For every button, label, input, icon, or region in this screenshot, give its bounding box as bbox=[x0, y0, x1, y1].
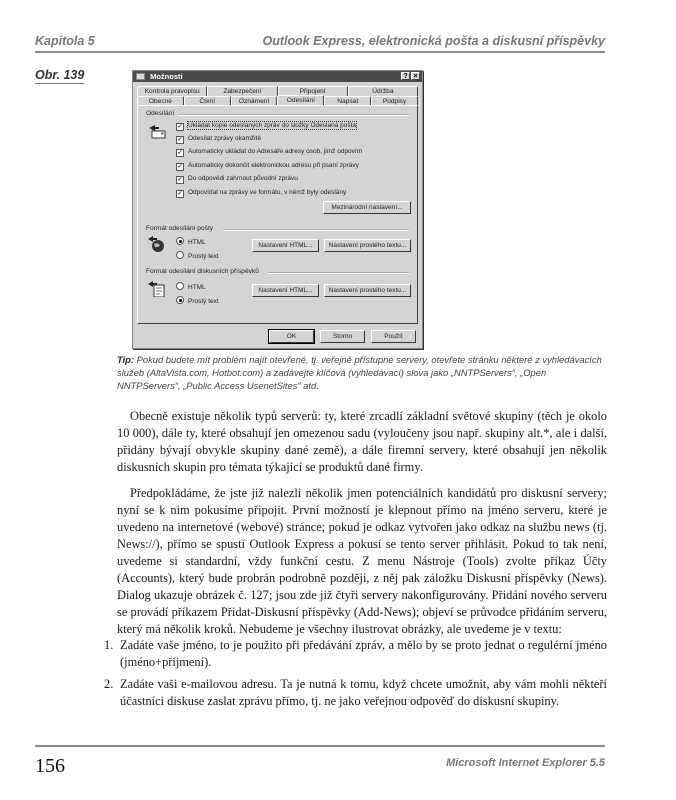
tab-receipts[interactable]: Oznámení bbox=[231, 96, 278, 106]
checkbox-checked-icon[interactable]: ✓ bbox=[177, 191, 183, 197]
figure-label: Obr. 139 bbox=[35, 68, 85, 82]
list-number: 1. bbox=[104, 638, 114, 652]
tip-label: Tip: bbox=[117, 354, 135, 365]
tab-maintenance[interactable]: Údržba bbox=[348, 86, 418, 96]
news-plain-settings-button[interactable]: Nastavení prostého textu... bbox=[324, 284, 411, 297]
globe-mail-icon bbox=[148, 236, 166, 252]
paragraph-server-types: Obecně existuje několik typů serverů: ty, které zrcadlí základní světové skupiny (těch je okolo 10 000), dále ty, které obsahují jen omezenou sadu (vyloučeny jsou např. skupiny alt.*, ale i další, přidány bývají obvykle skupiny dané země), a dále firemní servery, které obsahují jen několik diskusních skupin pro témata týkající se produktů dané firmy. bbox=[117, 409, 607, 474]
news-format-group-title: Formát odesílání diskusních příspěvků bbox=[146, 268, 259, 275]
radio-unselected-icon[interactable] bbox=[176, 251, 184, 259]
close-button[interactable]: × bbox=[411, 72, 420, 80]
radio-selected-icon[interactable] bbox=[176, 296, 184, 304]
checkbox-auto-add-address[interactable]: ✓ Automaticky ukládat do Adresáře adresy osob, jimž odpovím bbox=[177, 148, 363, 156]
checkbox-checked-icon[interactable]: ✓ bbox=[177, 177, 183, 183]
checkbox-include-original[interactable]: ✓ Do odpovědi zahrnout původní zprávu bbox=[177, 175, 298, 183]
list-text: Zadáte vaše jméno, to je použito při předávání zpráv, a mělo by se proto jednat o regulérní jméno (jméno+příjmení). bbox=[120, 638, 607, 669]
checkbox-checked-icon[interactable]: ✓ bbox=[177, 150, 183, 156]
radio-news-html[interactable]: HTML bbox=[176, 282, 206, 291]
book-title: Microsoft Internet Explorer 5.5 bbox=[446, 757, 605, 769]
checkbox-save-copies[interactable]: ✓ Ukládat kopie odeslaných zpráv do složky Odeslaná pošta bbox=[177, 122, 357, 130]
radio-unselected-icon[interactable] bbox=[176, 282, 184, 290]
sending-group-title: Odesílání bbox=[146, 110, 175, 117]
mail-plain-settings-button[interactable]: Nastavení prostého textu... bbox=[324, 239, 411, 252]
page-header bbox=[35, 34, 605, 53]
outlook-app-icon bbox=[136, 73, 145, 80]
radio-news-plain[interactable]: Prostý text bbox=[176, 296, 219, 305]
cancel-button[interactable]: Storno bbox=[320, 330, 365, 343]
radio-mail-plain[interactable]: Prostý text bbox=[176, 251, 219, 260]
tab-signatures[interactable]: Podpisy bbox=[371, 96, 418, 106]
send-tab-panel bbox=[137, 105, 418, 324]
page-number: 156 bbox=[35, 755, 65, 777]
tip-note bbox=[117, 353, 607, 392]
tab-send[interactable]: Odesílání bbox=[277, 95, 324, 106]
ok-button[interactable]: OK bbox=[269, 330, 314, 343]
mail-html-settings-button[interactable]: Nastavení HTML... bbox=[252, 239, 319, 252]
checkbox-checked-icon[interactable]: ✓ bbox=[177, 137, 183, 143]
news-document-icon bbox=[148, 281, 166, 297]
options-dialog bbox=[132, 70, 423, 349]
tip-text: Pokud budete mít problém najít otevřené, tj. veřejně přístupné servery, otevřete stránku některé z vyhledávacích služeb (AltaVista.com, Hotbot.com) a zadávejte klíčová (vyhledávací) slova jako „NNTPServers“, „Open NNTPServers“, „Public Access UsenetSites“ atd. bbox=[117, 354, 602, 391]
radio-selected-icon[interactable] bbox=[176, 237, 184, 245]
international-settings-button[interactable]: Mezinárodní nastavení... bbox=[323, 201, 411, 214]
list-item bbox=[104, 637, 607, 671]
radio-mail-html[interactable]: HTML bbox=[176, 237, 206, 246]
checkbox-checked-icon[interactable]: ✓ bbox=[177, 164, 183, 170]
tab-compose[interactable]: Napsat bbox=[324, 96, 371, 106]
group-divider bbox=[223, 229, 409, 231]
tab-security[interactable]: Zabezpečení bbox=[207, 86, 277, 96]
footer-divider bbox=[35, 745, 605, 747]
list-number: 2. bbox=[104, 677, 114, 691]
section-title: Outlook Express, elektronická pošta a diskusní příspěvky bbox=[262, 34, 605, 48]
dialog-title: Možnosti bbox=[150, 72, 183, 81]
paragraph-connecting: Předpokládáme, že jste již nalezli několik jmen potenciálních kandidátů pro diskusní servery; nyní se k nim pokusíme připojit. První možností je klepnout přímo na jméno serveru, které je uvedeno na internetové (webové) stránce; pokud je odkaz vytvořen jako odkaz na službu news (tj. News://), přímo se spustí Outlook Express a pokusí se tento server přihlásit. Pokud to tak není, uvedeme si standardní, vždy funkční cestu. Z menu Nástroje (Tools) zvolte příkaz Účty (Accounts), který bude probrán podrobně později, z něj pak záložku Diskusní příspěvky (News). Dialog ukazuje obrázek č. 127; jsou zde již čtyři servery nakonfigurovány. Přidání nového serveru se provádí příkazem Přidat-Diskusní příspěvky (Add-News); objeví se průvodce přidáním serveru, který má několik kroků. Nebudeme je všechny ilustrovat obrázky, ale uvedeme je v textu: bbox=[117, 486, 607, 636]
list-text: Zadáte vaši e-mailovou adresu. Ta je nutná k tomu, když chcete umožnit, aby vám mohli někteří účastníci diskuse zaslat zprávu přímo, tj. ne jako veřejnou odpověď do diskusní skupiny. bbox=[120, 677, 607, 708]
news-html-settings-button[interactable]: Nastavení HTML... bbox=[252, 284, 319, 297]
tab-spelling[interactable]: Kontrola pravopisu bbox=[137, 86, 207, 96]
send-mail-icon bbox=[148, 123, 166, 139]
chapter-label: Kapitola 5 bbox=[35, 34, 95, 48]
list-item bbox=[104, 676, 607, 710]
help-button[interactable]: ? bbox=[401, 72, 410, 80]
tab-read[interactable]: Čtení bbox=[184, 96, 231, 106]
group-divider bbox=[268, 272, 409, 274]
dialog-titlebar bbox=[133, 71, 422, 82]
steps-list bbox=[104, 637, 607, 715]
checkbox-checked-icon[interactable]: ✓ bbox=[177, 124, 183, 130]
checkbox-send-immediately[interactable]: ✓ Odesílat zprávy okamžitě bbox=[177, 135, 261, 143]
checkbox-reply-same-format[interactable]: ✓ Odpovídat na zprávy ve formátu, v němž byly odeslány bbox=[177, 189, 347, 197]
group-divider bbox=[178, 114, 409, 116]
tab-general[interactable]: Obecné bbox=[137, 96, 184, 106]
tab-connection[interactable]: Připojení bbox=[278, 86, 348, 96]
checkbox-autocomplete[interactable]: ✓ Automaticky dokončit elektronickou adresu při psaní zprávy bbox=[177, 162, 359, 170]
mail-format-group-title: Formát odesílání pošty bbox=[146, 225, 214, 232]
apply-button[interactable]: Použít bbox=[371, 330, 416, 343]
